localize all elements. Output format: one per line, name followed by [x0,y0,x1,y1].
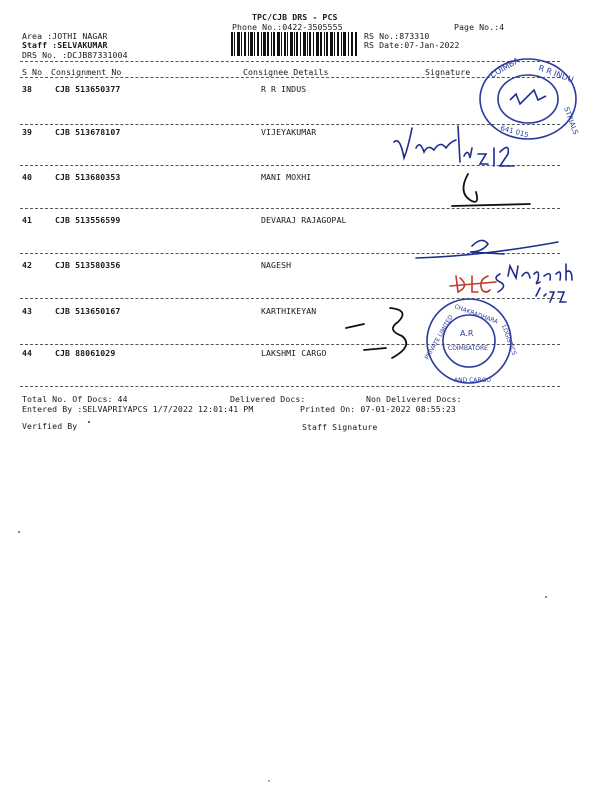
rs-number: RS No.:873310 [364,31,430,41]
svg-text:CHAKRADHARA: CHAKRADHARA [453,303,499,326]
row-sno: 43 [22,306,33,316]
drs-number: DRS No. :DCJB87331004 [22,50,128,60]
signature-row-43 [340,300,420,370]
rs-date: RS Date:07-Jan-2022 [364,40,460,50]
scan-speck [88,421,90,423]
printed-on: Printed On: 07-01-2022 08:55:23 [300,404,456,414]
row-sno: 40 [22,172,33,182]
row-consignee: R R INDUS [261,84,307,94]
verified-by: Verified By [22,421,78,431]
row-sno: 41 [22,215,33,225]
phone-number: Phone No.:0422-3505555 [232,22,343,32]
row-consignment: CJB 513680353 [55,172,121,182]
svg-text:COIMBATORE: COIMBATORE [448,345,488,352]
svg-text:641 015: 641 015 [499,124,530,140]
staff-signature-label: Staff Signature [302,422,378,432]
col-consignee: Consignee Details [243,67,329,77]
row-consignment: CJB 513580356 [55,260,121,270]
barcode [231,32,357,56]
svg-text:R R INDU: R R INDU [537,63,575,85]
col-sno: S No [22,67,43,77]
page-number: Page No.:4 [454,22,505,32]
row-consignee: LAKSHMI CARGO [261,348,327,358]
delivered-docs: Delivered Docs: [230,394,306,404]
row-consignee: VIJEYAKUMAR [261,127,317,137]
scan-speck [18,531,20,533]
row-consignee: MANI MOXHI [261,172,312,182]
row-consignment: CJB 513650377 [55,84,121,94]
row-consignee: NAGESH [261,260,292,270]
row-sno: 39 [22,127,33,137]
table-end-divider [20,386,560,387]
non-delivered-docs: Non Delivered Docs: [366,394,462,404]
svg-text:A.R: A.R [460,329,474,338]
scan-speck [268,780,270,782]
row-consignee: KARTHIKEYAN [261,306,317,316]
svg-text:AND CARGO: AND CARGO [454,377,491,384]
row-sno: 42 [22,260,33,270]
row-sno: 44 [22,348,33,358]
col-consignment: Consignment No [51,67,122,77]
total-docs: Total No. Of Docs: 44 [22,394,128,404]
row-consignment: CJB 513650167 [55,306,121,316]
row-sno: 38 [22,84,33,94]
signature-row-40 [446,168,546,212]
scan-speck [545,596,547,598]
row-consignment: CJB 513556599 [55,215,121,225]
row-consignment: CJB 88061029 [55,348,116,358]
staff-field: Staff :SELVAKUMAR [22,40,108,50]
row-consignment: CJB 513678107 [55,127,121,137]
svg-text:PRIVATE LIMITED: PRIVATE LIMITED [423,313,455,361]
area-field: Area :JOTHI NAGAR [22,31,108,41]
svg-text:STRIALS: STRIALS [562,105,580,136]
svg-text:COIMBA: COIMBA [488,55,521,80]
col-signature: Signature [425,67,471,77]
document-title: TPC/CJB DRS - PCS [252,12,338,22]
row-consignee: DEVARAJ RAJAGOPAL [261,215,347,225]
svg-text:LOGISTICS: LOGISTICS [500,324,518,357]
entered-by: Entered By :SELVAPRIYAPCS 1/7/2022 12:01:41 PM [22,404,254,414]
chakradhara-stamp [423,296,518,386]
